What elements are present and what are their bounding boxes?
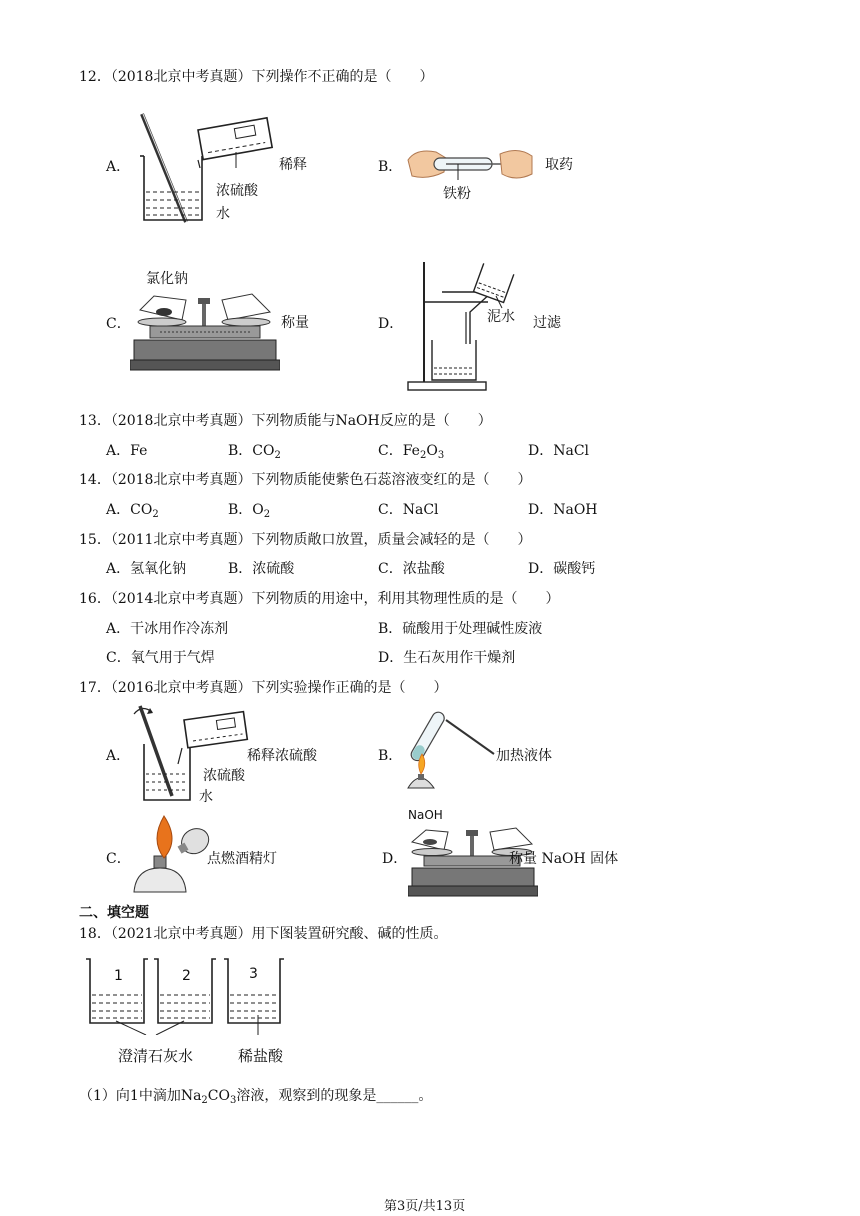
q12-a-figure: [130, 110, 280, 230]
q17-b-caption: 加热液体: [496, 748, 552, 764]
q17-b-letter: B．: [378, 748, 403, 764]
q12-b-letter: B．: [378, 159, 403, 175]
q14-option-c: C．NaCl: [378, 502, 439, 518]
q17-d-label-naoh: NaOH: [408, 808, 443, 822]
q12-b-figure: [406, 146, 536, 188]
q17-a-figure: [130, 700, 250, 804]
q15-option-b: B．浓硫酸: [228, 561, 295, 577]
q12-d-label-mud: 泥水: [487, 309, 515, 325]
q12-a-label-acid: 浓硫酸: [216, 183, 258, 199]
page-footer: 第3页/共13页: [384, 1199, 466, 1214]
q13-option-d: D．NaCl: [528, 443, 590, 459]
q12-d-figure: [406, 258, 534, 394]
q17-a-label-water: 水: [199, 789, 213, 805]
q18-stem: 18．（2021北京中考真题）用下图装置研究酸、碱的性质。: [79, 926, 448, 942]
q14-option-d: D．NaOH: [528, 502, 598, 518]
q18-beaker-3-number: 3: [249, 966, 258, 982]
q14-option-b: B．$O_2$: [228, 502, 271, 520]
q17-a-letter: A．: [106, 748, 131, 764]
q12-c-letter: C．: [106, 316, 131, 332]
q16-option-a: A．干冰用作冷冻剂: [106, 621, 229, 637]
q15-option-c: C．浓盐酸: [378, 561, 445, 577]
q15-option-a: A．氢氧化钠: [106, 561, 187, 577]
q17-a-label-acid: 浓硫酸: [203, 768, 245, 784]
q17-stem: 17．（2016北京中考真题）下列实验操作正确的是（ ）: [79, 680, 448, 696]
q18-figure: [82, 955, 304, 1035]
q13-option-c: C．$Fe_2O_3$: [378, 443, 445, 461]
q18-label-hcl: 稀盐酸: [238, 1047, 284, 1065]
q12-stem: 12．（2018北京中考真题）下列操作不正确的是（ ）: [79, 69, 434, 85]
q13-stem: 13．（2018北京中考真题）下列物质能与NaOH反应的是（ ）: [79, 413, 492, 429]
q16-option-d: D．生石灰用作干燥剂: [378, 650, 516, 666]
q16-option-c: C．氧气用于气焊: [106, 650, 215, 666]
q14-option-a: A．$CO_2$: [106, 502, 159, 520]
q12-a-letter: A．: [106, 159, 131, 175]
q12-c-caption: 称量: [281, 315, 309, 331]
q18-beaker-2-number: 2: [182, 968, 191, 984]
q12-a-caption: 稀释: [279, 157, 307, 173]
q13-option-a: A．Fe: [106, 443, 148, 459]
q12-b-caption: 取药: [545, 157, 573, 173]
q17-c-caption: 点燃酒精灯: [207, 851, 277, 867]
q15-stem: 15．（2011北京中考真题）下列物质敞口放置，质量会减轻的是（ ）: [79, 532, 532, 548]
q18-label-limewater: 澄清石灰水: [118, 1047, 194, 1065]
q17-c-letter: C．: [106, 851, 131, 867]
q17-b-figure: [400, 702, 500, 798]
q18-beaker-1-number: 1: [114, 968, 123, 984]
q12-d-caption: 过滤: [533, 315, 561, 331]
q12-c-label-nacl: 氯化钠: [146, 271, 188, 287]
q13-option-b: B．$CO_2$: [228, 443, 281, 461]
q16-stem: 16．（2014北京中考真题）下列物质的用途中，利用其物理性质的是（ ）: [79, 591, 560, 607]
q18-sub1: （1）向1中滴加$Na_2CO_3$溶液，观察到的现象是______。: [79, 1088, 433, 1106]
q12-b-label-iron: 铁粉: [443, 186, 471, 202]
q17-d-letter: D．: [382, 851, 408, 867]
section-title-fill-blank: 二、填空题: [79, 905, 149, 921]
q16-option-b: B．硫酸用于处理碱性废液: [378, 621, 543, 637]
q17-a-caption: 稀释浓硫酸: [247, 748, 317, 764]
q12-a-label-water: 水: [216, 206, 230, 222]
q17-d-caption: 称量 NaOH 固体: [509, 851, 619, 867]
q12-d-letter: D．: [378, 316, 404, 332]
q14-stem: 14．（2018北京中考真题）下列物质能使紫色石蕊溶液变红的是（ ）: [79, 472, 532, 488]
q15-option-d: D．碳酸钙: [528, 561, 596, 577]
q12-c-figure: [130, 290, 280, 374]
q17-c-figure: [130, 812, 210, 898]
